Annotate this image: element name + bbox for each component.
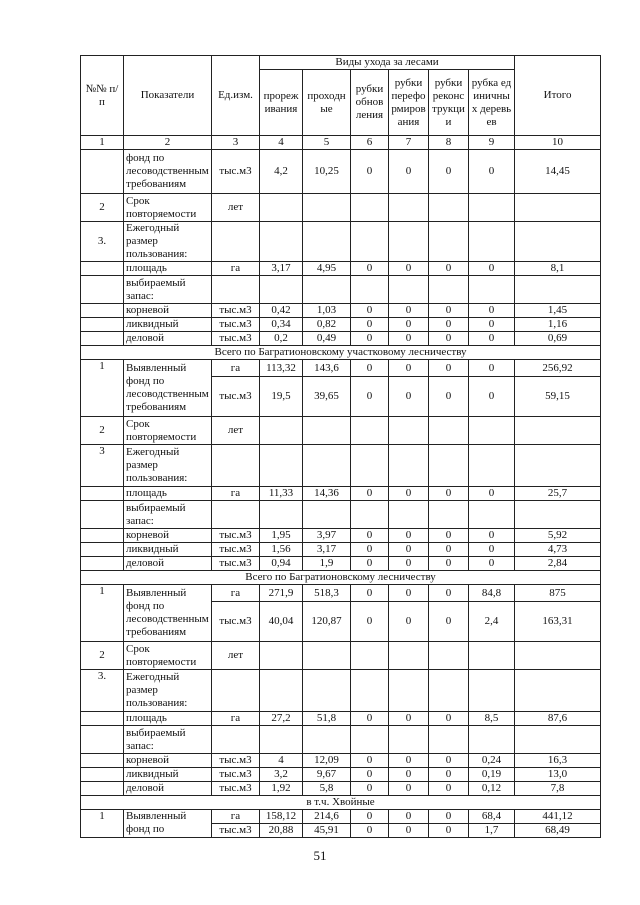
value-cell: 1,95 (260, 529, 303, 543)
value-cell: 1,03 (303, 304, 351, 318)
value-cell: 0 (469, 150, 515, 194)
table-row (81, 417, 601, 445)
row-unit: га (212, 712, 260, 726)
total-cell: 16,3 (515, 754, 601, 768)
value-cell: 0 (389, 810, 429, 824)
value-cell: 0 (351, 543, 389, 557)
row-label: деловой (124, 332, 212, 346)
row-unit: тыс.м3 (212, 529, 260, 543)
row-unit: тыс.м3 (212, 543, 260, 557)
value-cell: 0 (389, 557, 429, 571)
row-unit: тыс.м3 (212, 304, 260, 318)
value-cell: 19,5 (260, 377, 303, 417)
section-title: Всего по Багратионовскому лесничеству (81, 571, 601, 585)
value-cell: 0 (389, 150, 429, 194)
header-total: Итого (515, 56, 601, 136)
table-row (81, 768, 601, 782)
row-number: 3. (81, 222, 124, 262)
value-cell: 0 (351, 304, 389, 318)
forest-care-table (80, 55, 601, 838)
value-cell: 0 (429, 543, 469, 557)
row-label: Ежегодный размер пользования: (124, 445, 212, 487)
total-cell: 875 (515, 585, 601, 602)
value-cell: 0,19 (469, 768, 515, 782)
colnum-cell: 8 (429, 136, 469, 150)
value-cell: 11,33 (260, 487, 303, 501)
row-unit: тыс.м3 (212, 377, 260, 417)
value-cell: 0,2 (260, 332, 303, 346)
table-row (81, 501, 601, 529)
value-cell: 0,94 (260, 557, 303, 571)
value-cell: 0 (429, 262, 469, 276)
row-label: площадь (124, 262, 212, 276)
value-cell: 0 (389, 543, 429, 557)
value-cell: 0 (429, 529, 469, 543)
total-cell: 7,8 (515, 782, 601, 796)
value-cell: 68,4 (469, 810, 515, 824)
value-cell: 0 (389, 529, 429, 543)
row-unit: лет (212, 642, 260, 670)
value-cell: 0 (389, 585, 429, 602)
value-cell: 3,2 (260, 768, 303, 782)
table-row (81, 726, 601, 754)
value-cell: 0 (429, 332, 469, 346)
value-cell: 45,91 (303, 824, 351, 838)
row-label: выбираемый запас: (124, 726, 212, 754)
value-cell: 20,88 (260, 824, 303, 838)
value-cell: 3,17 (260, 262, 303, 276)
table-row (81, 810, 601, 824)
row-label: Выявленный фонд по лесоводственным требованиям (124, 360, 212, 417)
row-unit: лет (212, 194, 260, 222)
table-row (81, 670, 601, 712)
value-cell: 0 (389, 262, 429, 276)
header-reconstruction: рубки реконструкции (429, 70, 469, 136)
table-row (81, 782, 601, 796)
total-cell: 163,31 (515, 602, 601, 642)
row-unit: га (212, 487, 260, 501)
value-cell: 51,8 (303, 712, 351, 726)
value-cell: 0 (429, 557, 469, 571)
value-cell: 0 (389, 318, 429, 332)
row-label: Срок повторяемости (124, 194, 212, 222)
colnum-cell: 9 (469, 136, 515, 150)
row-unit: га (212, 262, 260, 276)
total-cell: 2,84 (515, 557, 601, 571)
row-label: деловой (124, 782, 212, 796)
value-cell: 0 (429, 304, 469, 318)
value-cell: 0 (351, 782, 389, 796)
table-row (81, 712, 601, 726)
row-label: корневой (124, 304, 212, 318)
value-cell: 0 (351, 318, 389, 332)
colnum-cell: 1 (81, 136, 124, 150)
colnum-cell: 4 (260, 136, 303, 150)
total-cell: 59,15 (515, 377, 601, 417)
row-label: корневой (124, 529, 212, 543)
table-row (81, 276, 601, 304)
header-indicators: Показатели (124, 56, 212, 136)
value-cell: 9,67 (303, 768, 351, 782)
value-cell: 0,82 (303, 318, 351, 332)
row-label: площадь (124, 487, 212, 501)
table-row (81, 222, 601, 262)
value-cell: 0 (389, 782, 429, 796)
value-cell: 0 (351, 360, 389, 377)
row-unit: тыс.м3 (212, 150, 260, 194)
value-cell: 0 (351, 150, 389, 194)
row-label: Ежегодный размер пользования: (124, 670, 212, 712)
row-label: корневой (124, 754, 212, 768)
value-cell: 0 (351, 712, 389, 726)
total-cell: 5,92 (515, 529, 601, 543)
total-cell: 87,6 (515, 712, 601, 726)
row-unit: лет (212, 417, 260, 445)
row-label: ликвидный (124, 768, 212, 782)
value-cell: 0 (351, 262, 389, 276)
total-cell: 8,1 (515, 262, 601, 276)
value-cell: 12,09 (303, 754, 351, 768)
total-cell: 256,92 (515, 360, 601, 377)
value-cell: 0 (429, 377, 469, 417)
value-cell: 0 (469, 304, 515, 318)
value-cell: 113,32 (260, 360, 303, 377)
row-label: фонд по лесоводственным требованиям (124, 150, 212, 194)
table-row (81, 318, 601, 332)
value-cell: 0 (389, 304, 429, 318)
value-cell: 10,25 (303, 150, 351, 194)
row-number: 1 (81, 810, 124, 838)
value-cell: 0 (469, 543, 515, 557)
value-cell: 0,34 (260, 318, 303, 332)
header-unit: Ед.изм. (212, 56, 260, 136)
table-row (81, 543, 601, 557)
row-unit: тыс.м3 (212, 602, 260, 642)
value-cell: 0 (429, 768, 469, 782)
value-cell: 0 (429, 585, 469, 602)
section-title: в т.ч. Хвойные (81, 796, 601, 810)
header-renewal: рубки обновления (351, 70, 389, 136)
total-cell: 0,69 (515, 332, 601, 346)
value-cell: 0 (469, 557, 515, 571)
value-cell: 0 (389, 824, 429, 838)
table-row (81, 150, 601, 194)
colnum-cell: 7 (389, 136, 429, 150)
row-number: 1 (81, 585, 124, 642)
row-number: 2 (81, 642, 124, 670)
page-number: 51 (313, 848, 327, 863)
row-unit: тыс.м3 (212, 332, 260, 346)
table-row (81, 529, 601, 543)
value-cell: 0 (429, 754, 469, 768)
table-row (81, 304, 601, 318)
row-unit: тыс.м3 (212, 557, 260, 571)
value-cell: 0 (429, 150, 469, 194)
total-cell: 68,49 (515, 824, 601, 838)
row-number: 3. (81, 670, 124, 712)
value-cell: 2,4 (469, 602, 515, 642)
table-row (81, 642, 601, 670)
header-number: №№ п/п (81, 56, 124, 136)
value-cell: 0 (351, 824, 389, 838)
section-title: Всего по Багратионовскому участковому лесничеству (81, 346, 601, 360)
value-cell: 4,95 (303, 262, 351, 276)
value-cell: 518,3 (303, 585, 351, 602)
row-unit: тыс.м3 (212, 318, 260, 332)
value-cell: 5,8 (303, 782, 351, 796)
row-label: Ежегодный размер пользования: (124, 222, 212, 262)
row-unit: тыс.м3 (212, 782, 260, 796)
table-row (81, 194, 601, 222)
value-cell: 8,5 (469, 712, 515, 726)
value-cell: 0 (469, 529, 515, 543)
value-cell: 0 (389, 768, 429, 782)
total-cell: 25,7 (515, 487, 601, 501)
value-cell: 84,8 (469, 585, 515, 602)
value-cell: 0 (351, 557, 389, 571)
value-cell: 0 (429, 824, 469, 838)
table-row (81, 360, 601, 377)
value-cell: 40,04 (260, 602, 303, 642)
value-cell: 0 (469, 377, 515, 417)
table-row (81, 557, 601, 571)
table-row (81, 332, 601, 346)
value-cell: 0,42 (260, 304, 303, 318)
value-cell: 0 (389, 360, 429, 377)
value-cell: 27,2 (260, 712, 303, 726)
value-cell: 0 (351, 332, 389, 346)
colnum-cell: 10 (515, 136, 601, 150)
row-number: 1 (81, 360, 124, 417)
value-cell: 0,12 (469, 782, 515, 796)
value-cell: 1,7 (469, 824, 515, 838)
row-unit: га (212, 360, 260, 377)
row-number: 2 (81, 194, 124, 222)
value-cell: 0 (351, 768, 389, 782)
colnum-cell: 5 (303, 136, 351, 150)
row-label: Выявленный фонд по лесоводственным требованиям (124, 585, 212, 642)
value-cell: 0 (351, 529, 389, 543)
total-cell: 1,16 (515, 318, 601, 332)
colnum-cell: 3 (212, 136, 260, 150)
row-unit: тыс.м3 (212, 768, 260, 782)
value-cell: 0 (389, 712, 429, 726)
value-cell: 0 (429, 602, 469, 642)
value-cell: 0 (429, 360, 469, 377)
row-label: деловой (124, 557, 212, 571)
value-cell: 120,87 (303, 602, 351, 642)
value-cell: 0 (351, 754, 389, 768)
value-cell: 0 (469, 487, 515, 501)
value-cell: 0 (351, 487, 389, 501)
row-label: Выявленный фонд по (124, 810, 212, 838)
value-cell: 143,6 (303, 360, 351, 377)
table-row (81, 262, 601, 276)
value-cell: 1,9 (303, 557, 351, 571)
value-cell: 0 (429, 318, 469, 332)
row-label: выбираемый запас: (124, 276, 212, 304)
value-cell: 3,17 (303, 543, 351, 557)
row-number: 2 (81, 417, 124, 445)
total-cell: 441,12 (515, 810, 601, 824)
colnum-cell: 6 (351, 136, 389, 150)
row-number: 3 (81, 445, 124, 487)
value-cell: 0 (429, 782, 469, 796)
value-cell: 0 (389, 487, 429, 501)
total-cell: 1,45 (515, 304, 601, 318)
total-cell: 14,45 (515, 150, 601, 194)
value-cell: 4,2 (260, 150, 303, 194)
total-cell: 4,73 (515, 543, 601, 557)
value-cell: 0 (389, 602, 429, 642)
value-cell: 214,6 (303, 810, 351, 824)
value-cell: 158,12 (260, 810, 303, 824)
value-cell: 0,24 (469, 754, 515, 768)
value-cell: 0 (351, 377, 389, 417)
header-thinning: прореживания (260, 70, 303, 136)
header-single-trees: рубка единичных деревьев (469, 70, 515, 136)
row-label: выбираемый запас: (124, 501, 212, 529)
value-cell: 0 (429, 487, 469, 501)
row-label: Срок повторяемости (124, 417, 212, 445)
value-cell: 0 (429, 810, 469, 824)
row-label: ликвидный (124, 543, 212, 557)
header-reformation: рубки переформирования (389, 70, 429, 136)
value-cell: 0 (351, 810, 389, 824)
table-row (81, 585, 601, 602)
table-row (81, 445, 601, 487)
value-cell: 0 (469, 262, 515, 276)
table-row (81, 487, 601, 501)
row-unit: га (212, 810, 260, 824)
value-cell: 271,9 (260, 585, 303, 602)
colnum-cell: 2 (124, 136, 212, 150)
value-cell: 39,65 (303, 377, 351, 417)
value-cell: 0 (469, 318, 515, 332)
header-passing: проходные (303, 70, 351, 136)
value-cell: 0,49 (303, 332, 351, 346)
value-cell: 0 (389, 332, 429, 346)
value-cell: 0 (351, 602, 389, 642)
value-cell: 3,97 (303, 529, 351, 543)
row-label: площадь (124, 712, 212, 726)
value-cell: 0 (389, 754, 429, 768)
row-unit: тыс.м3 (212, 754, 260, 768)
value-cell: 0 (469, 332, 515, 346)
value-cell: 14,36 (303, 487, 351, 501)
value-cell: 1,56 (260, 543, 303, 557)
row-label: ликвидный (124, 318, 212, 332)
value-cell: 4 (260, 754, 303, 768)
value-cell: 0 (429, 712, 469, 726)
value-cell: 0 (469, 360, 515, 377)
value-cell: 0 (389, 377, 429, 417)
table-row (81, 754, 601, 768)
value-cell: 0 (351, 585, 389, 602)
total-cell: 13,0 (515, 768, 601, 782)
row-label: Срок повторяемости (124, 642, 212, 670)
row-unit: га (212, 585, 260, 602)
value-cell: 1,92 (260, 782, 303, 796)
row-unit: тыс.м3 (212, 824, 260, 838)
header-care-types: Виды ухода за лесами (260, 56, 515, 70)
